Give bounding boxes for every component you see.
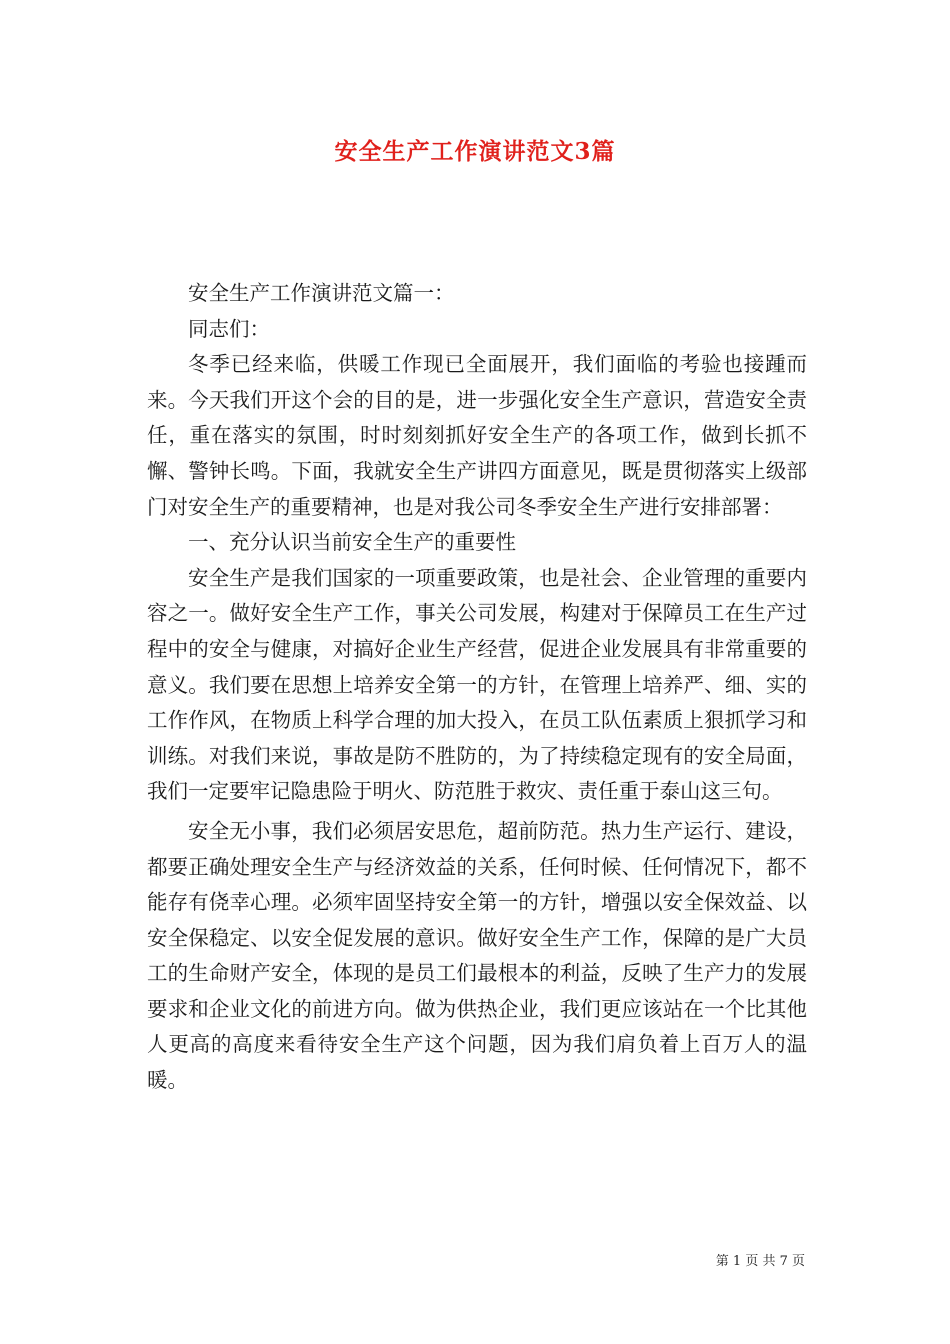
paragraph-importance: 安全生产是我们国家的一项重要政策，也是社会、企业管理的重要内容之一。做好安全生产工作，事关公司发展，构建对于保障员工在生产过程中的安全与健康，对搞好企业生产经营，促进企业发展具有非常重要的意义。我们要在思想上培养安全第一的方针，在管理上培养严、细、实的工作作风，在物质上科学合理的加大投入，在员工队伍素质上狠抓学习和训练。对我们来说，事故是防不胜防的，为了持续稳定现有的安全局面，我们一定要牢记隐患险于明火、防范胜于救灾、责任重于泰山这三句。 — [147, 565, 807, 804]
section-heading-1: 一、充分认识当前安全生产的重要性 — [188, 530, 516, 555]
paragraph-intro: 冬季已经来临，供暖工作现已全面展开，我们面临的考验也接踵而来。今天我们开这个会的目的是，进一步强化安全生产意识，营造安全责任，重在落实的氛围，时时刻刻抓好安全生产的各项工作，做到长抓不懈、警钟长鸣。下面，我就安全生产讲四方面意见，既是贯彻落实上级部门对安全生产的重要精神，也是对我公司冬季安全生产进行安排部署： — [147, 352, 807, 519]
document-body — [147, 276, 807, 1099]
salutation: 同志们： — [188, 316, 270, 341]
paragraph-no-small-matter: 安全无小事，我们必须居安思危，超前防范。热力生产运行、建设，都要正确处理安全生产与经济效益的关系，任何时候、任何情况下，都不能存有侥幸心理。必须牢固坚持安全第一的方针，增强以安全保效益、以安全保稳定、以安全促发展的意识。做好安全生产工作，保障的是广大员工的生命财产安全，体现的是员工们最根本的利益，反映了生产力的发展要求和企业文化的前进方向。做为供热企业，我们更应该站在一个比其他人更高的高度来看待安全生产这个问题，因为我们肩负着上百万人的温暖。 — [147, 818, 807, 1093]
page-number-footer: 第 1 页 共 7 页 — [715, 1254, 805, 1269]
section-heading-part-one: 安全生产工作演讲范文篇一： — [188, 281, 455, 305]
document-title: 安全生产工作演讲范文3篇 — [334, 138, 616, 165]
